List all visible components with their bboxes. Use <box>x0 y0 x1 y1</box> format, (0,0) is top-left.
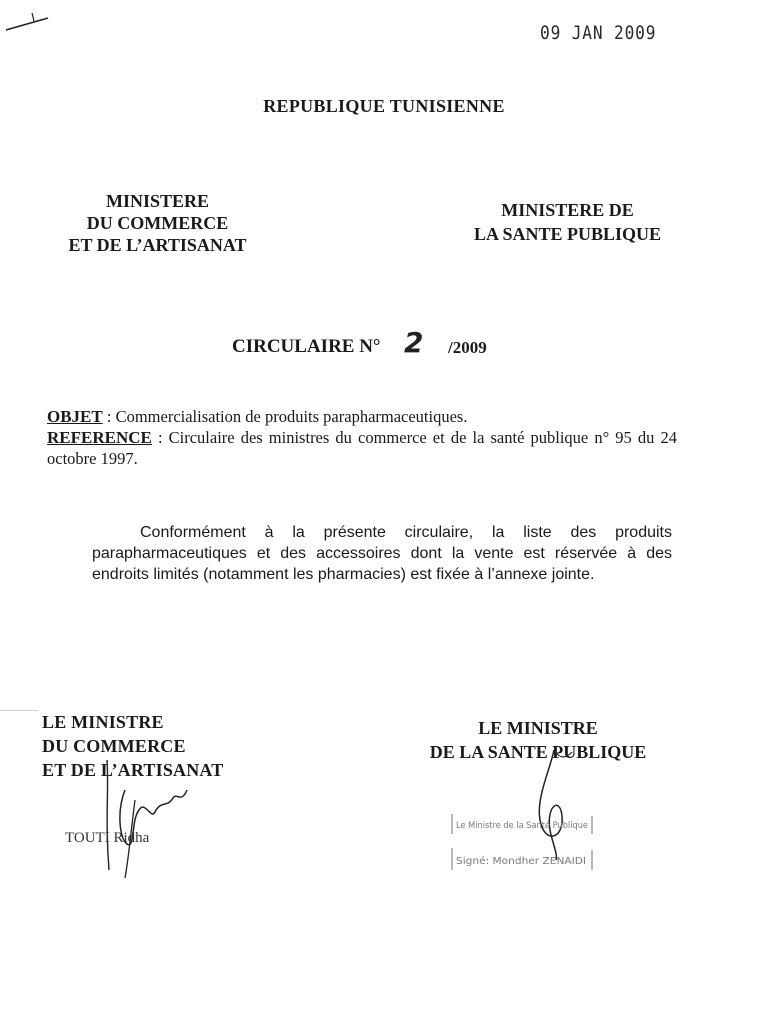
ministry-health-heading <box>455 198 680 246</box>
signatory-commerce-name: TOUTI Ridha <box>65 830 150 846</box>
pen-mark <box>4 10 52 34</box>
signatory-health-line-2: DE LA SANTE PUBLIQUE <box>429 742 647 762</box>
signatory-health-line-1: LE MINISTRE <box>478 718 598 738</box>
ministry-commerce-heading <box>50 190 265 256</box>
svg-text:Le Ministre de la Santé Publiq: Le Ministre de la Santé Publique <box>456 821 593 831</box>
official-stamp <box>448 808 596 876</box>
ministry-health-line-2: LA SANTE PUBLIQUE <box>473 224 662 244</box>
signatory-commerce-line-3: ET DE L’ARTISANAT <box>42 760 224 780</box>
objet-label: OBJET <box>47 407 103 426</box>
signatory-commerce-line-1: LE MINISTRE <box>42 712 164 732</box>
circular-label: CIRCULAIRE N° <box>232 336 381 357</box>
reference-line <box>47 427 677 469</box>
circular-year: /2009 <box>448 338 487 357</box>
ministry-commerce-line-2: DU COMMERCE <box>86 213 229 233</box>
republic-title: REPUBLIQUE TUNISIENNE <box>263 96 505 116</box>
body-text: Conformément à la présente circulaire, la liste des produits parapharmaceutiques et des accessoires dont la vente est réservée à des endroits limités (notamment les pharmacies) est fixée à l’annexe jointe. <box>92 524 672 583</box>
svg-text:Signé: Mondher ZENAIDI: Signé: Mondher ZENAIDI <box>456 856 579 867</box>
stamp-graphic <box>448 808 596 876</box>
circular-number: 2 <box>404 326 424 359</box>
reference-label: REFERENCE <box>47 428 152 447</box>
signature-commerce <box>95 760 205 880</box>
objet-text: : Commercialisation de produits parapharmaceutiques. <box>102 407 468 426</box>
body-paragraph <box>92 522 672 585</box>
ministry-commerce-line-1: MINISTERE <box>105 191 210 211</box>
signatory-commerce-line-2: DU COMMERCE <box>42 736 186 756</box>
ministry-commerce-line-3: ET DE L’ARTISANAT <box>68 235 247 255</box>
reference-text: : Circulaire des ministres du commerce et de la santé publique n° 95 du 24 octobre 1997. <box>47 428 677 468</box>
date-stamp: 09 JAN 2009 <box>540 22 657 44</box>
ministry-health-line-1: MINISTERE DE <box>501 200 634 220</box>
subject-reference-block <box>47 406 677 469</box>
scan-rule <box>0 710 38 711</box>
objet-line <box>47 406 677 427</box>
